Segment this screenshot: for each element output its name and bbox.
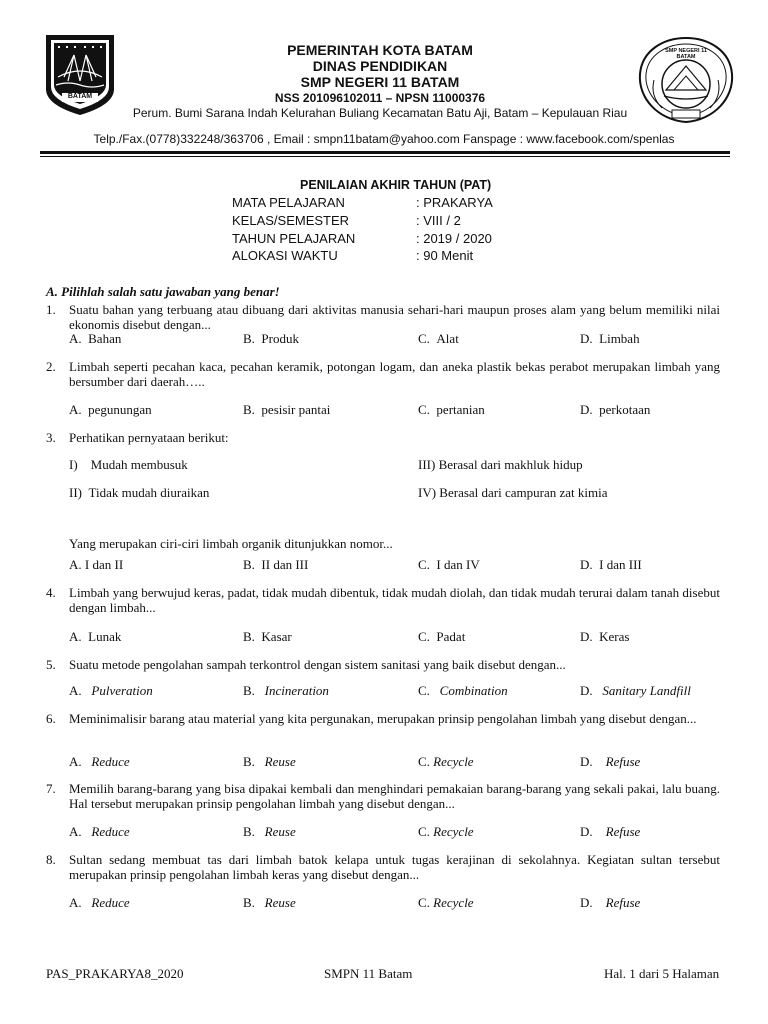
- question-text: Meminimalisir barang atau material yang kita pergunakan, merupakan prinsip pengolahan limbah yang disebut dengan...: [69, 711, 697, 726]
- option-a: A. Reduce: [69, 824, 130, 839]
- option-c: C. I dan IV: [418, 557, 480, 572]
- department-name: DINAS PENDIDIKAN: [312, 58, 448, 74]
- option-a: A. Pulveration: [69, 683, 153, 698]
- option-d: D. Keras: [580, 629, 630, 644]
- option-c: C. Padat: [418, 629, 466, 644]
- option-a: A. Lunak: [69, 629, 122, 644]
- option-c: C. Alat: [418, 331, 459, 346]
- letterhead-thick-rule: [40, 151, 730, 154]
- question-number: 6.: [46, 711, 56, 726]
- question-number: 4.: [46, 585, 56, 600]
- option-a: A. Reduce: [69, 754, 130, 769]
- letterhead-thin-rule: [40, 156, 730, 157]
- option-d: D. Refuse: [580, 895, 641, 910]
- option-b: B. Kasar: [243, 629, 292, 644]
- option-c: C. pertanian: [418, 402, 485, 417]
- option-b: B. Incineration: [243, 683, 329, 698]
- question-number: 3.: [46, 430, 56, 445]
- question-text: Memilih barang-barang yang bisa dipakai kembali dan menghindari pemakaian barang-barang yang sekali pakai, lalu buang. Hal tersebut merupakan prinsip pengolahan limbah yang disebut dengan...: [69, 781, 720, 811]
- question-text: Perhatikan pernyataan berikut:: [69, 430, 229, 445]
- statement-ii: II) Tidak mudah diuraikan: [69, 485, 210, 500]
- option-c: C. Recycle: [418, 895, 474, 910]
- question-text: Sultan sedang membuat tas dari limbah batok kelapa untuk tugas kerajinan di sekolahnya. Kegiatan sultan tersebut merupakan prinsip pengolahan limbah keras yang disebut dengan...: [69, 852, 720, 882]
- option-b: B. pesisir pantai: [243, 402, 331, 417]
- option-d: D. Limbah: [580, 331, 640, 346]
- footer-page-number: Hal. 1 dari 5 Halaman: [604, 966, 720, 981]
- footer-document-code: PAS_PRAKARYA8_2020: [46, 966, 184, 981]
- question-text: Suatu metode pengolahan sampah terkontrol dengan sistem sanitasi yang baik disebut dengan...: [69, 657, 566, 672]
- option-b: B. Reuse: [243, 895, 296, 910]
- option-a: A. Bahan: [69, 331, 122, 346]
- question-number: 7.: [46, 781, 56, 796]
- info-label-subject: MATA PELAJARAN: [232, 195, 345, 210]
- question-number: 8.: [46, 852, 56, 867]
- option-c: C. Recycle: [418, 754, 474, 769]
- info-label-time: ALOKASI WAKTU: [232, 248, 338, 263]
- exam-title: PENILAIAN AKHIR TAHUN (PAT): [300, 178, 492, 192]
- option-b: B. Produk: [243, 331, 299, 346]
- question-text: Suatu bahan yang terbuang atau dibuang dari aktivitas manusia sehari-hari maupun proses alam yang belum memiliki nilai ekonomis disebut dengan...: [69, 302, 720, 332]
- question-number: 1.: [46, 302, 56, 317]
- option-b: B. II dan III: [243, 557, 309, 572]
- option-d: D. perkotaan: [580, 402, 651, 417]
- option-c: C. Combination: [418, 683, 508, 698]
- logo-right-caption: SMP NEGERI 11 BATAM: [665, 48, 707, 60]
- option-d: D. I dan III: [580, 557, 642, 572]
- question-stem: Yang merupakan ciri-ciri limbah organik ditunjukkan nomor...: [69, 536, 393, 551]
- info-value-class: : VIII / 2: [416, 213, 461, 228]
- option-c: C. Recycle: [418, 824, 474, 839]
- city-emblem-logo: [44, 33, 116, 117]
- option-b: B. Reuse: [243, 754, 296, 769]
- question-number: 5.: [46, 657, 56, 672]
- nss-npsn: NSS 201096102011 – NPSN 11000376: [274, 91, 486, 105]
- gov-name: PEMERINTAH KOTA BATAM: [287, 42, 473, 58]
- option-d: D. Refuse: [580, 824, 641, 839]
- section-heading: A. Pilihlah salah satu jawaban yang benar!: [46, 284, 280, 299]
- question-text: Limbah yang berwujud keras, padat, tidak mudah dibentuk, tidak mudah diolah, dan tidak mudah terurai dalam tanah disebut dengan limbah...: [69, 585, 720, 615]
- info-value-year: : 2019 / 2020: [416, 231, 492, 246]
- info-label-class: KELAS/SEMESTER: [232, 213, 350, 228]
- school-name: SMP NEGERI 11 BATAM: [300, 74, 460, 90]
- option-a: A. I dan II: [69, 557, 124, 572]
- option-a: A. Reduce: [69, 895, 130, 910]
- statement-i: I) Mudah membusuk: [69, 457, 188, 472]
- option-d: D. Sanitary Landfill: [580, 683, 691, 698]
- statement-iii: III) Berasal dari makhluk hidup: [418, 457, 583, 472]
- option-d: D. Refuse: [580, 754, 641, 769]
- letterhead: [120, 42, 640, 121]
- statement-iv: IV) Berasal dari campuran zat kimia: [418, 485, 608, 500]
- footer-school: SMPN 11 Batam: [324, 966, 413, 981]
- logo-left-caption: BATAM: [67, 93, 93, 100]
- option-a: A. pegunungan: [69, 402, 152, 417]
- question-number: 2.: [46, 359, 56, 374]
- school-address: Perum. Bumi Sarana Indah Kelurahan Buliang Kecamatan Batu Aji, Batam – Kepulauan Riau: [132, 106, 628, 120]
- school-seal-logo: [638, 36, 734, 124]
- info-value-time: : 90 Menit: [416, 248, 474, 263]
- school-contact: Telp./Fax.(0778)332248/363706 , Email : smpn11batam@yahoo.com Fanspage : www.facebook.com/spenlas: [93, 132, 675, 146]
- question-text: Limbah seperti pecahan kaca, pecahan keramik, potongan logam, dan aneka plastik bekas perabot merupakan limbah yang bersumber dari daerah…..: [69, 359, 720, 389]
- option-b: B. Reuse: [243, 824, 296, 839]
- info-value-subject: : PRAKARYA: [416, 195, 493, 210]
- info-label-year: TAHUN PELAJARAN: [232, 231, 356, 246]
